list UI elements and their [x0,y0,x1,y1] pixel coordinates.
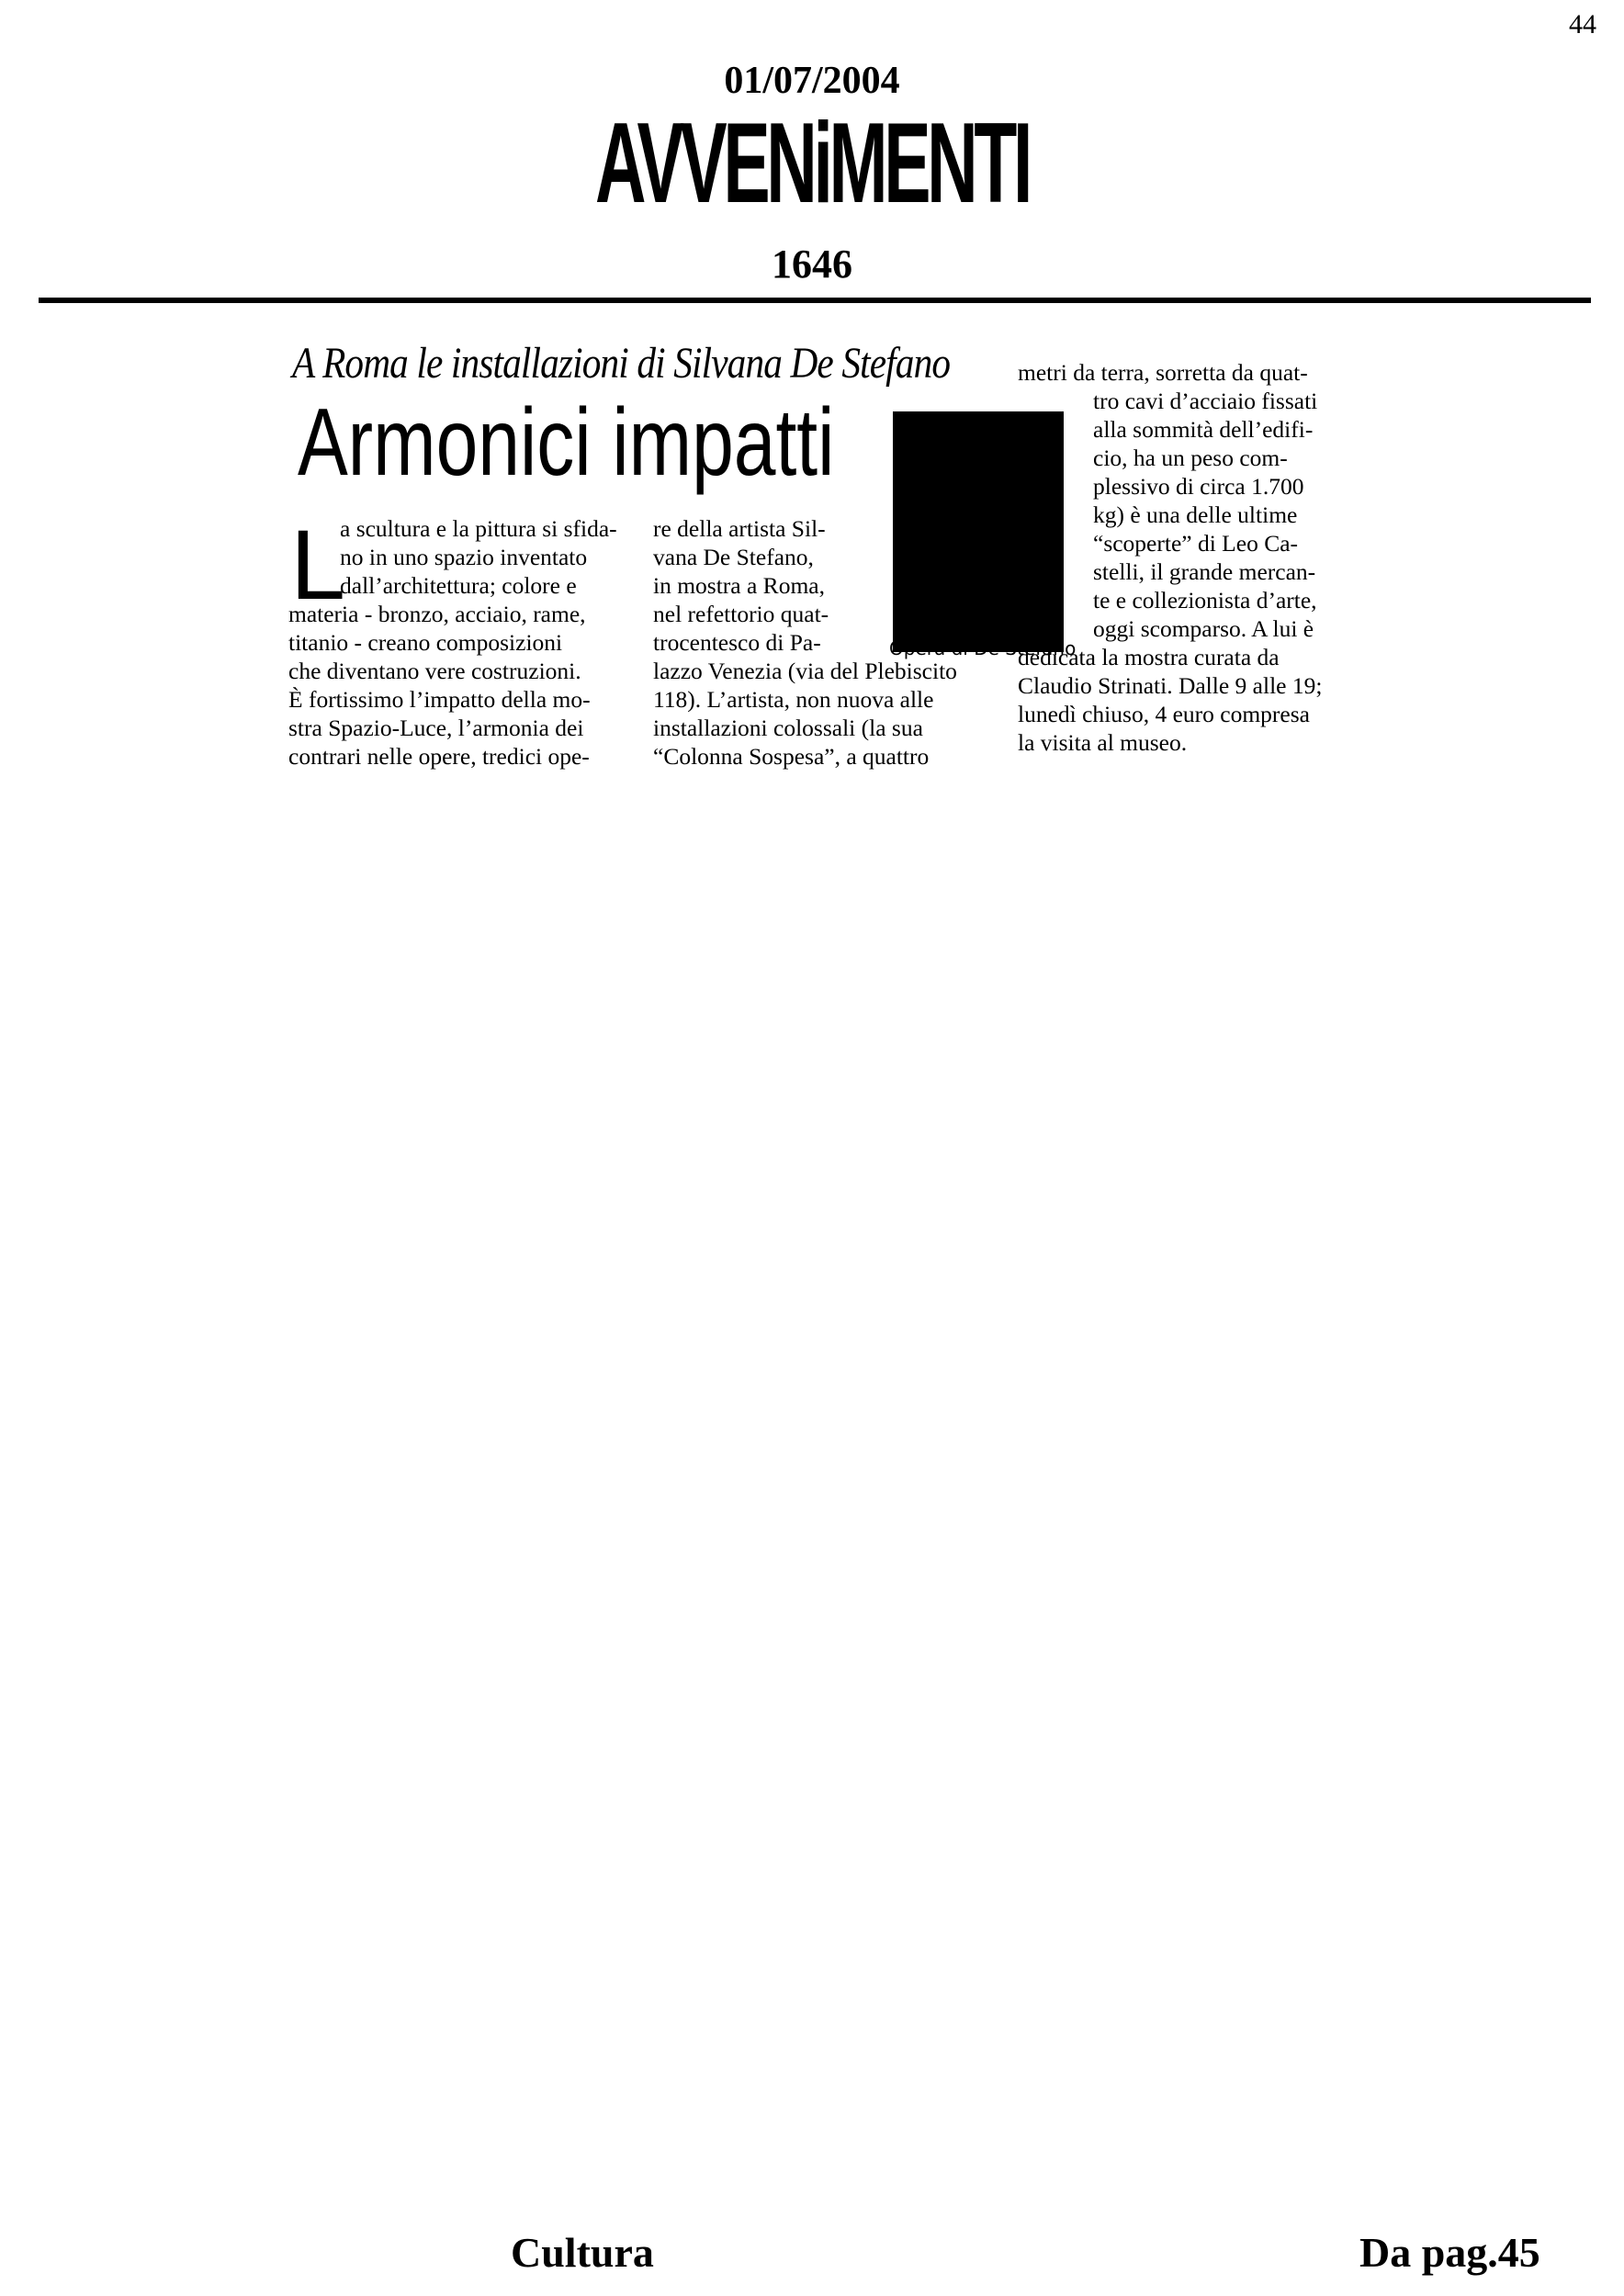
text-line: È fortissimo l’impatto della mo- [288,686,591,713]
text-line: installazioni colossali (la sua [653,715,923,741]
text-line: stra Spazio-Luce, l’armonia dei [288,715,584,741]
text-line: la visita al museo. [1018,729,1188,756]
article-headline: Armonici impatti [298,389,835,496]
text-line: alla sommità dell’edifi- [1093,416,1314,443]
text-line: lazzo Venezia (via del Plebiscito [653,658,957,684]
text-line: kg) è una delle ultime [1093,501,1298,528]
text-line: dedicata la mostra curata da [1018,644,1280,670]
text-line: nel refettorio quat- [653,601,829,627]
text-line: materia - bronzo, acciaio, rame, [288,601,586,627]
publication-date: 01/07/2004 [724,60,900,102]
header-divider [39,298,1591,303]
text-line: cio, ha un peso com- [1093,445,1288,471]
text-line: Claudio Strinati. Dalle 9 alle 19; [1018,672,1323,699]
text-line: vana De Stefano, [653,544,814,570]
footer-page-reference: Da pag.45 [1359,2229,1540,2276]
text-line: “Colonna Sospesa”, a quattro [653,743,930,770]
page-number: 44 [1569,9,1596,39]
issue-number: 1646 [772,242,852,287]
photo-caption: Opera di De Stefano [889,637,1077,659]
text-line: contrari nelle opere, tredici ope- [288,743,590,770]
text-line: no in uno spazio inventato [340,544,588,570]
text-line: oggi scomparso. A lui è [1093,615,1314,642]
text-line: “scoperte” di Leo Ca- [1093,530,1299,557]
text-line: a scultura e la pittura si sfida- [340,515,617,542]
text-line: stelli, il grande mercan- [1093,558,1316,585]
text-line: trocentesco di Pa- [653,629,821,656]
article-column-1 [288,509,621,771]
text-line: re della artista Sil- [653,515,826,542]
text-line: metri da terra, sorretta da quat- [1018,359,1308,386]
masthead-logo: AVVENiMENTI [595,100,1029,227]
text-line: dall’architettura; colore e [340,572,577,599]
footer-section-label: Cultura [511,2229,654,2276]
text-line: tro cavi d’acciaio fissati [1093,388,1318,414]
text-line: 118). L’artista, non nuova alle [653,686,934,713]
text-line: plessivo di circa 1.700 [1093,473,1304,500]
text-line: titanio - creano composizioni [288,629,563,656]
text-line: te e collezionista d’arte, [1093,587,1317,613]
text-line: che diventano vere costruzioni. [288,658,581,684]
article-column-3 [1018,358,1347,757]
article-kicker: A Roma le installazioni di Silvana De Stefano [292,339,951,388]
drop-cap: L [290,509,346,620]
text-line: in mostra a Roma, [653,572,825,599]
text-line: lunedì chiuso, 4 euro compresa [1018,701,1310,727]
